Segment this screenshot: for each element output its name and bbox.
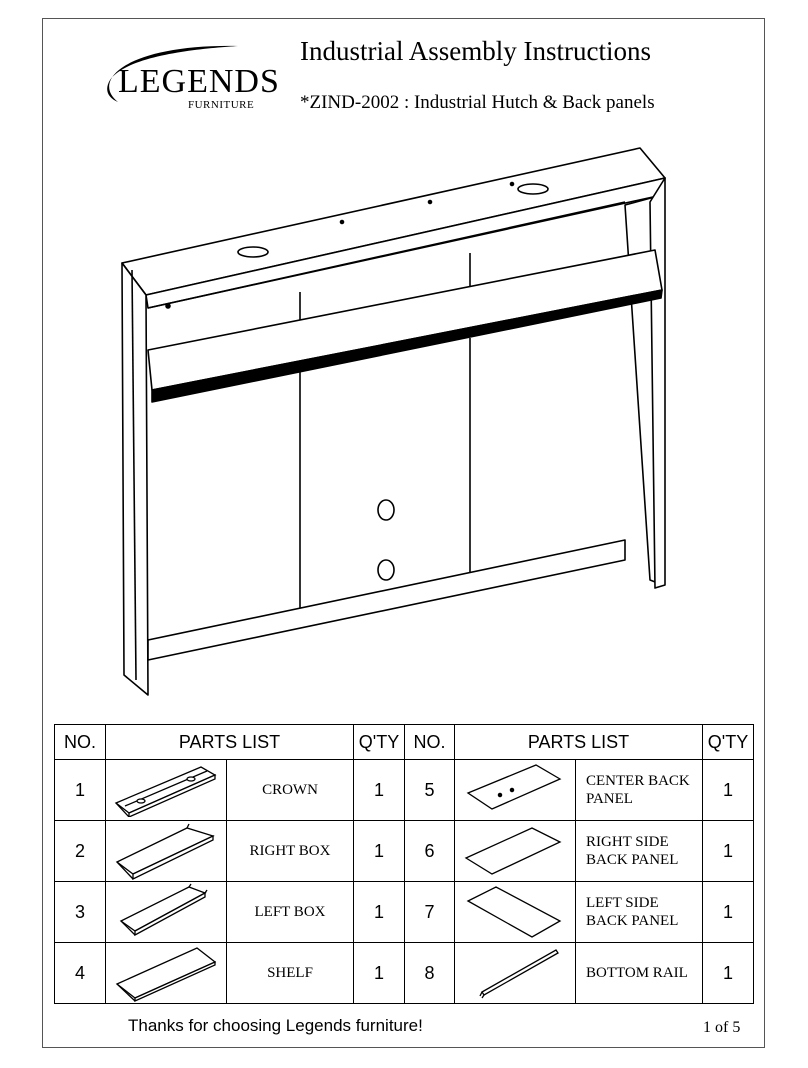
header-parts-list: PARTS LIST (106, 725, 354, 760)
part-qty: 1 (354, 882, 405, 943)
part-name: CENTER BACK PANEL (576, 760, 703, 821)
crown-part-icon (111, 763, 221, 817)
part-number: 5 (405, 760, 455, 821)
part-qty: 1 (703, 943, 754, 1004)
right-box-part-icon (111, 822, 221, 880)
table-row (55, 943, 754, 1004)
hutch-illustration (110, 140, 680, 705)
legends-logo (88, 40, 283, 120)
header-qty: Q'TY (703, 725, 754, 760)
part-number: 3 (55, 882, 106, 943)
part-number: 8 (405, 943, 455, 1004)
left-side-back-panel-part-icon (460, 885, 570, 939)
part-name: RIGHT SIDE BACK PANEL (576, 821, 703, 882)
part-number: 7 (405, 882, 455, 943)
part-name: LEFT SIDE BACK PANEL (576, 882, 703, 943)
part-qty: 1 (703, 882, 754, 943)
page-subtitle: *ZIND-2002 : Industrial Hutch & Back panels (300, 92, 655, 113)
header-no: NO. (405, 725, 455, 760)
parts-table (54, 724, 754, 1004)
page-title: Industrial Assembly Instructions (300, 36, 651, 66)
right-side-back-panel-part-icon (460, 824, 570, 878)
part-number: 4 (55, 943, 106, 1004)
part-qty: 1 (354, 821, 405, 882)
table-row (55, 882, 754, 943)
part-qty: 1 (354, 943, 405, 1004)
part-qty: 1 (703, 760, 754, 821)
part-name: CROWN (227, 760, 354, 821)
table-row (55, 821, 754, 882)
page-number: 1 of 5 (703, 1019, 741, 1036)
part-number: 2 (55, 821, 106, 882)
center-back-panel-part-icon (460, 763, 570, 817)
left-box-part-icon (111, 883, 221, 941)
svg-text:LEGENDS: LEGENDS (118, 63, 280, 100)
part-name: RIGHT BOX (227, 821, 354, 882)
part-name: SHELF (227, 943, 354, 1004)
part-number: 6 (405, 821, 455, 882)
part-name: LEFT BOX (227, 882, 354, 943)
part-qty: 1 (354, 760, 405, 821)
header-qty: Q'TY (354, 725, 405, 760)
part-name: BOTTOM RAIL (576, 943, 703, 1004)
header-no: NO. (55, 725, 106, 760)
svg-text:FURNITURE: FURNITURE (188, 99, 255, 111)
table-header-row (55, 725, 754, 760)
part-number: 1 (55, 760, 106, 821)
header-parts-list: PARTS LIST (455, 725, 703, 760)
thanks-note: Thanks for choosing Legends furniture! (128, 1016, 423, 1035)
part-qty: 1 (703, 821, 754, 882)
shelf-part-icon (111, 944, 221, 1002)
bottom-rail-part-icon (460, 944, 570, 1002)
table-row (55, 760, 754, 821)
